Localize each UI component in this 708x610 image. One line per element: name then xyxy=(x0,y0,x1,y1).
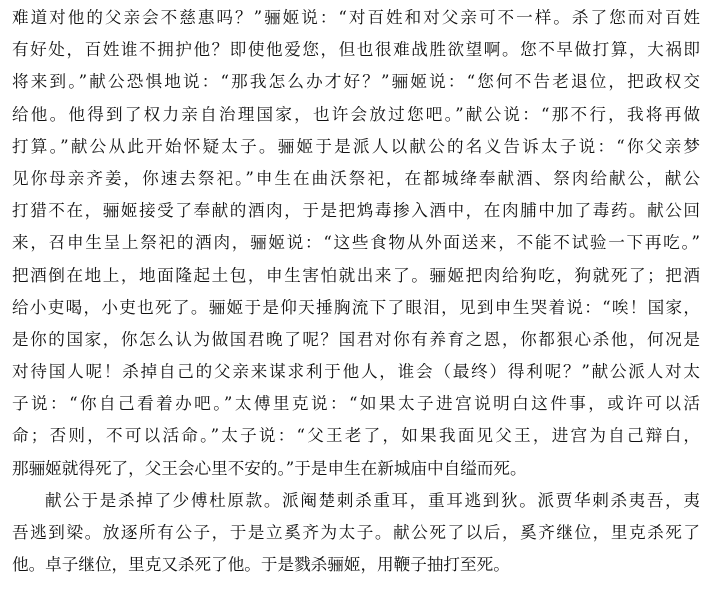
text-line: 献公于是杀掉了少傅杜原款。派阉楚刺杀重耳，重耳逃到狄。派贾华刺杀夷吾，夷 xyxy=(45,490,700,510)
document-page xyxy=(12,2,700,581)
text-line: 有好处，百姓谁不拥护他？即使他爱您，但也很难战胜欲望啊。您不早做打算，大祸即 xyxy=(12,40,700,60)
paragraph-1 xyxy=(12,2,700,485)
text-line: 他。卓子继位，里克又杀死了他。于是戮杀骊姬，用鞭子抽打至死。 xyxy=(12,555,510,575)
text-line: 难道对他的父亲会不慈惠吗？”骊姬说：“对百姓和对父亲可不一样。杀了您而对百姓 xyxy=(12,8,700,27)
text-line: 将来到。”献公恐惧地说：“那我怎么办才好？”骊姬说：“您何不告老退位，把政权交 xyxy=(12,72,700,92)
text-line: 给小吏喝，小吏也死了。骊姬于是仰天捶胸流下了眼泪，见到申生哭着说：“唉！国家， xyxy=(12,297,700,317)
text-line: 给他。他得到了权力亲自治理国家，也许会放过您吧。”献公说：“那不行，我将再做 xyxy=(12,104,700,124)
text-line: 打猎不在，骊姬接受了奉献的酒肉，于是把鸩毒掺入酒中，在肉脯中加了毒药。献公回 xyxy=(12,201,700,221)
text-line: 子说：“你自己看着办吧。”太傅里克说：“如果太子进宫说明白这件事，或许可以活 xyxy=(12,394,700,414)
paragraph-2 xyxy=(12,485,700,582)
text-line: 是你的国家，你怎么认为做国君晚了呢？国君对你有养育之恩，你都狠心杀他，何况是 xyxy=(12,329,700,349)
text-line: 吾逃到梁。放逐所有公子，于是立奚齐为太子。献公死了以后，奚齐继位，里克杀死了 xyxy=(12,523,700,542)
text-line: 把酒倒在地上，地面隆起土包，申生害怕就出来了。骊姬把肉给狗吃，狗就死了；把酒 xyxy=(12,265,700,285)
text-line: 对待国人呢！杀掉自己的父亲来谋求利于他人，谁会（最终）得利呢？”献公派人对太 xyxy=(12,362,700,382)
text-line: 那骊姬就得死了，父王会心里不安的。”于是申生在新城庙中自缢而死。 xyxy=(12,458,527,478)
text-line: 来，召申生呈上祭祀的酒肉，骊姬说：“这些食物从外面送来，不能不试验一下再吃。” xyxy=(12,233,700,253)
text-line: 见你母亲齐姜，你速去祭祀。”申生在曲沃祭祀，在都城绛奉献酒、祭肉给献公，献公 xyxy=(12,168,700,188)
text-line: 命；否则，不可以活命。”太子说：“父王老了，如果我面见父王，进宫为自己辩白， xyxy=(12,426,700,446)
text-line: 打算。”献公从此开始怀疑太子。骊姬于是派人以献公的名义告诉太子说：“你父亲梦 xyxy=(12,136,700,156)
